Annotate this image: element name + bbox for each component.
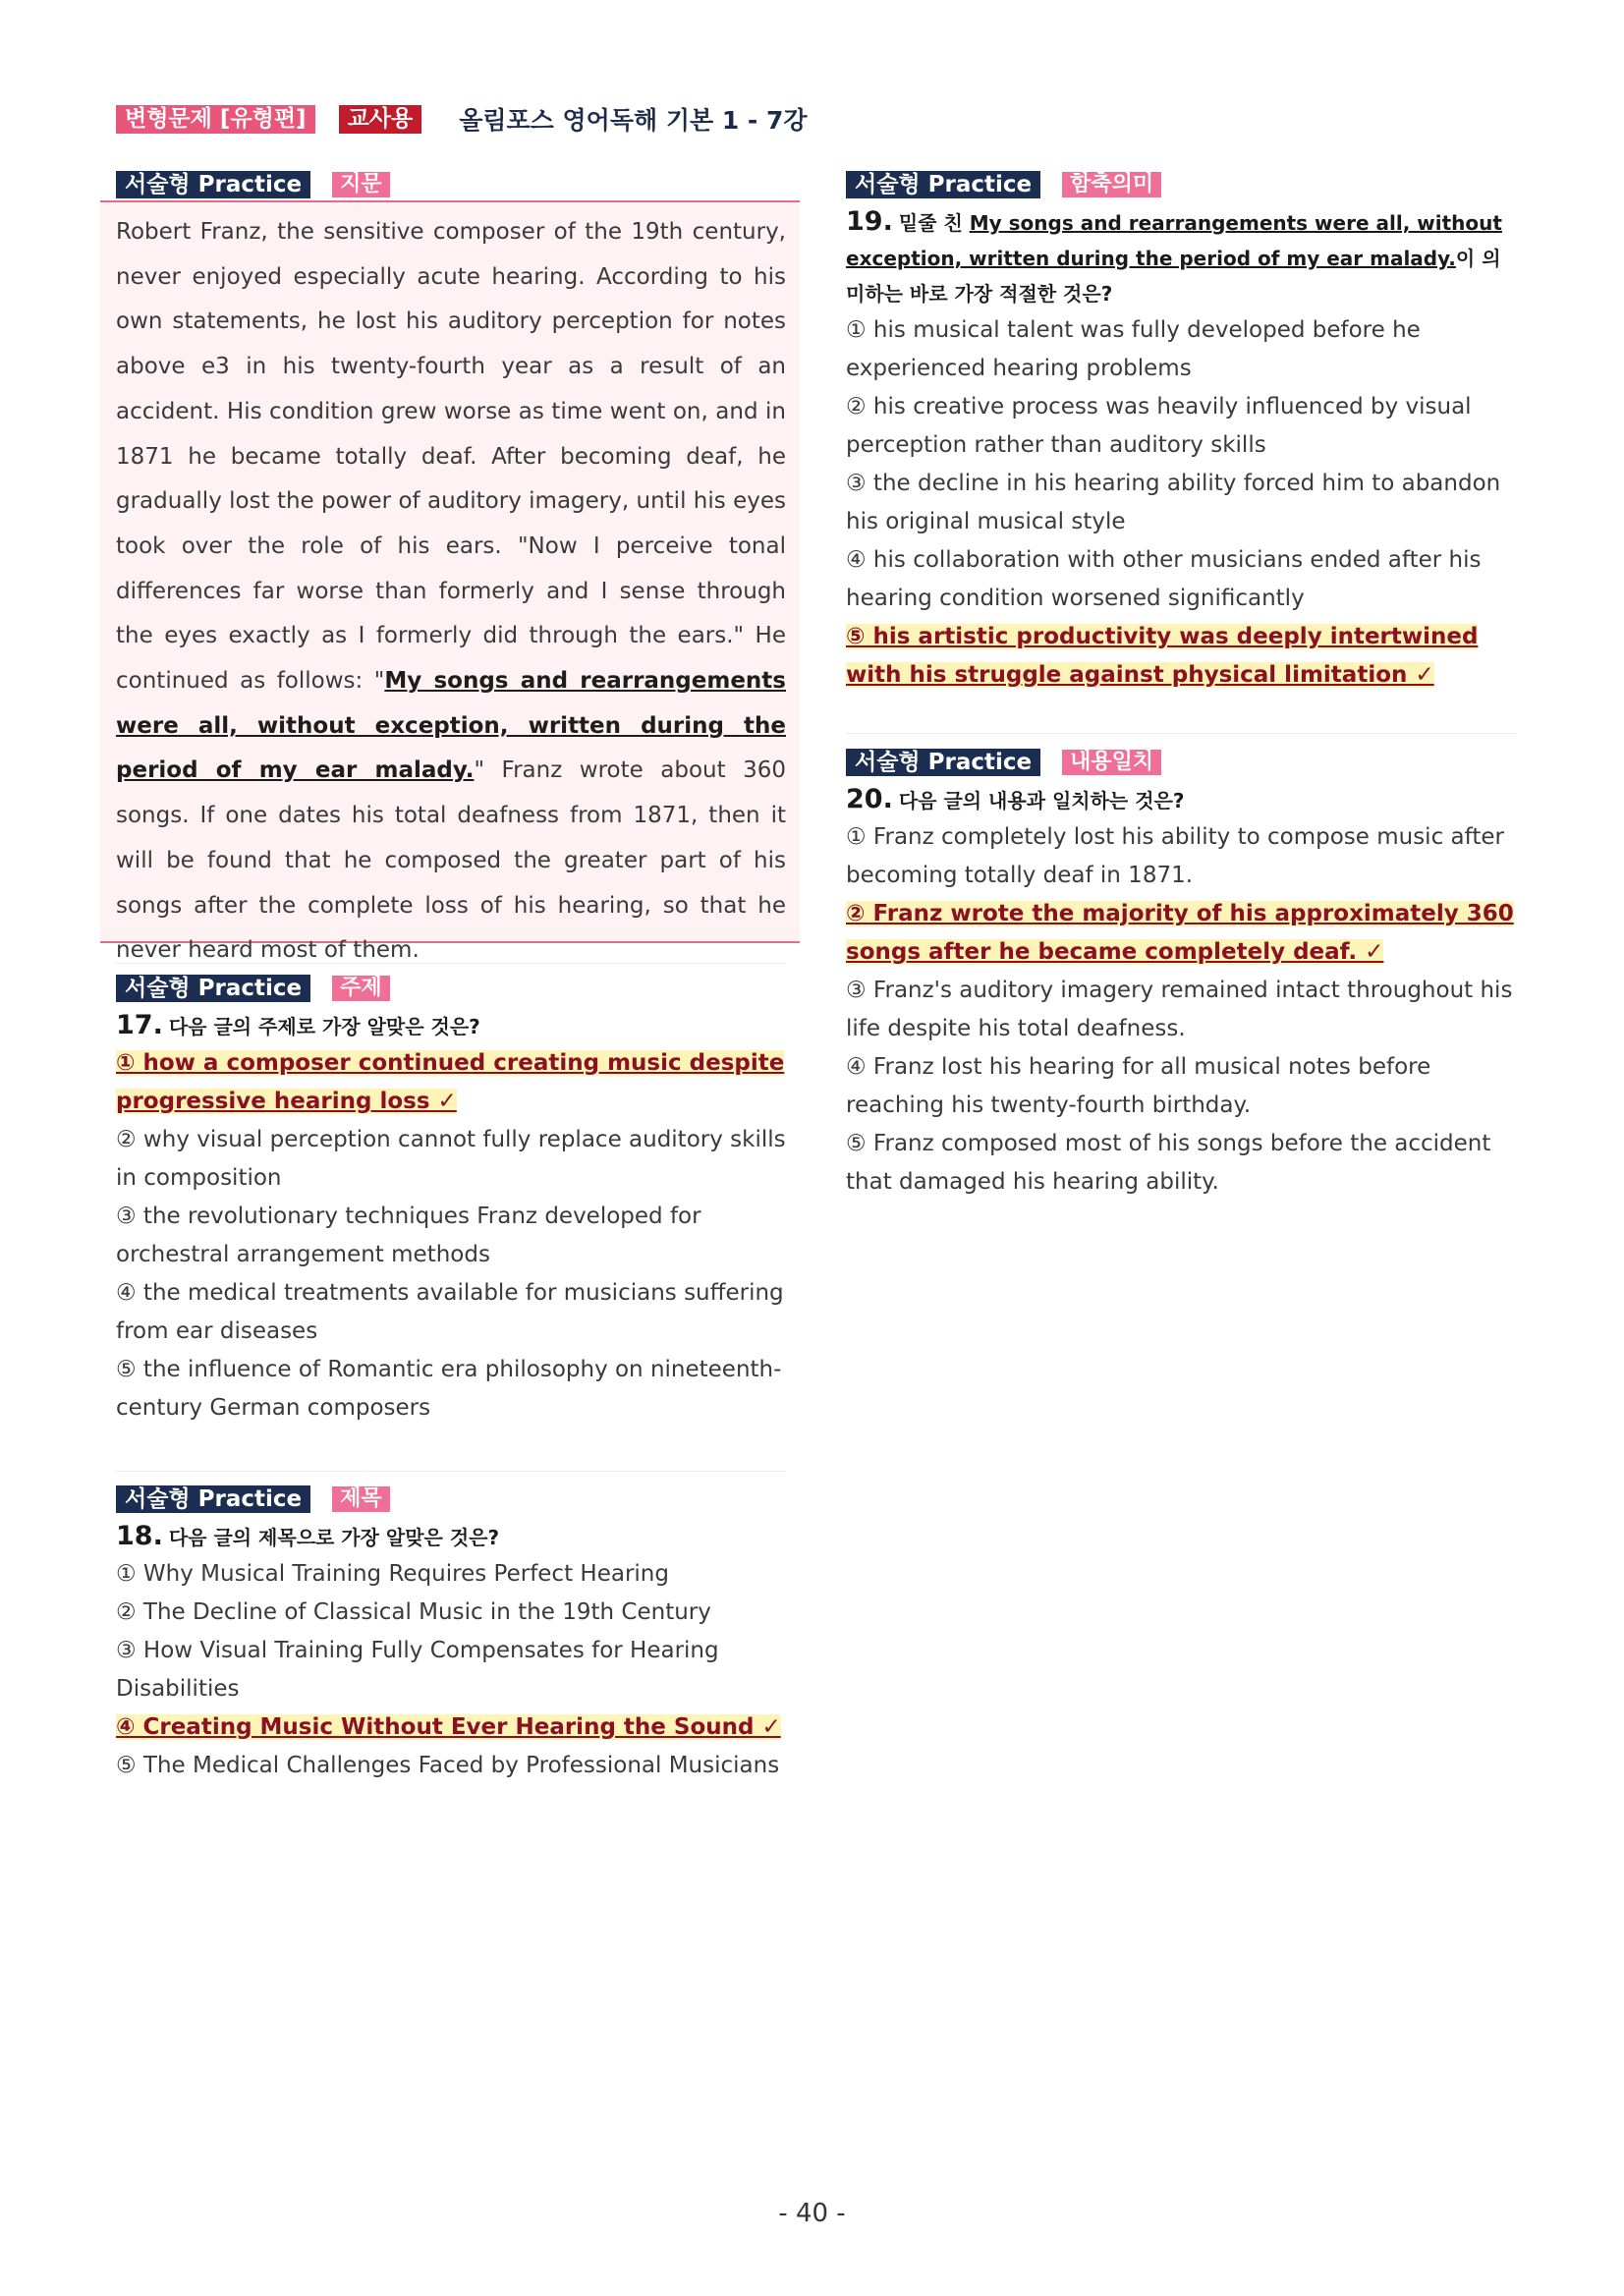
question-number: 19. (846, 206, 893, 237)
option-1[interactable]: ① his musical talent was fully developed before he experienced hearing problems (846, 317, 1421, 381)
question-20 (846, 749, 1516, 1202)
option-2[interactable]: ② his creative process was heavily influenced by visual perception rather than auditory skills (846, 394, 1472, 458)
question-number: 17. (116, 1010, 163, 1040)
section-label: 서술형 Practice (116, 171, 310, 198)
option-4[interactable]: ④ Franz lost his hearing for all musical notes before reaching his twenty-fourth birthday. (846, 1054, 1431, 1118)
page-title: 올림포스 영어독해 기본 1 - 7강 (459, 106, 808, 135)
options-list (116, 1555, 786, 1785)
option-5[interactable]: ⑤ Franz composed most of his songs before the accident that damaged his hearing ability. (846, 1131, 1491, 1195)
option-5[interactable] (846, 618, 1516, 695)
divider (116, 1471, 786, 1472)
passage-text (116, 210, 786, 974)
option-text: ② Franz wrote the majority of his approximately 360 songs after he became completely deaf. ✓ (846, 901, 1514, 965)
question-title (846, 204, 1516, 311)
question-prefix: 밑줄 친 (898, 211, 970, 235)
option-4[interactable]: ④ the medical treatments available for musicians suffering from ear diseases (116, 1280, 784, 1344)
option-5[interactable]: ⑤ the influence of Romantic era philosophy on nineteenth-century German composers (116, 1357, 782, 1421)
question-text: 다음 글의 제목으로 가장 알맞은 것은? (168, 1526, 500, 1549)
option-text: ① how a composer continued creating music despite progressive hearing loss ✓ (116, 1050, 785, 1114)
section-tag: 제목 (332, 1486, 390, 1512)
question-text: 다음 글의 주제로 가장 알맞은 것은? (168, 1015, 480, 1038)
option-3[interactable]: ③ the decline in his hearing ability forced him to abandon his original musical style (846, 471, 1501, 534)
section-label: 서술형 Practice (846, 749, 1040, 776)
page-number: - 40 - (778, 2199, 846, 2228)
section-tag: 함축의미 (1062, 172, 1161, 197)
question-19 (846, 171, 1516, 695)
option-1[interactable] (116, 1044, 786, 1121)
divider (116, 963, 786, 964)
page-header (116, 102, 808, 136)
section-tag: 주제 (332, 976, 390, 1001)
passage-label-row (116, 171, 786, 198)
option-2[interactable]: ② The Decline of Classical Music in the 19th Century (116, 1599, 711, 1625)
option-3[interactable]: ③ the revolutionary techniques Franz developed for orchestral arrangement methods (116, 1204, 701, 1267)
option-text: ⑤ his artistic productivity was deeply intertwined with his struggle against physical limitation ✓ (846, 624, 1479, 688)
question-title (116, 1519, 786, 1555)
option-text: ④ Creating Music Without Ever Hearing the Sound ✓ (116, 1714, 781, 1740)
option-3[interactable]: ③ How Visual Training Fully Compensates for Hearing Disabilities (116, 1638, 719, 1702)
question-title (846, 782, 1516, 818)
divider (846, 733, 1516, 734)
teacher-badge: 교사용 (339, 105, 422, 134)
passage-text-before: Robert Franz, the sensitive composer of the 19th century, never enjoyed especially acute hearing. According to his own statements, he lost his auditory perception for notes above e3 in his twenty-fourth year as a result of an accident. His condition grew worse as time went on, and in 1871 he became totally deaf. After becoming deaf, he gradually lost the power of auditory imagery, until his eyes took over the role of his ears. "Now I perceive tonal differences far worse than formerly and I sense through the eyes exactly as I formerly did through the ears." He continued as follows: " (116, 219, 786, 695)
passage-box (100, 200, 800, 964)
section-tag: 지문 (332, 172, 390, 197)
option-1[interactable]: ① Why Musical Training Requires Perfect Hearing (116, 1561, 669, 1587)
question-18 (116, 1485, 786, 1785)
option-4[interactable] (116, 1708, 786, 1747)
section-tag: 내용일치 (1062, 750, 1161, 775)
section-label: 서술형 Practice (846, 171, 1040, 198)
question-number: 18. (116, 1521, 163, 1551)
question-number: 20. (846, 784, 893, 814)
options-list (116, 1044, 786, 1428)
option-2[interactable]: ② why visual perception cannot fully replace auditory skills in composition (116, 1127, 786, 1191)
question-underlined: My songs and rearrangements were all, without exception, written during the period of my ear malady. (846, 211, 1502, 270)
question-text: 다음 글의 내용과 일치하는 것은? (898, 789, 1185, 812)
passage-text-after: " Franz wrote about 360 songs. If one dates his total deafness from 1871, then it will be found that he composed the greater part of his songs after the complete loss of his hearing, so that he never heard most of them. (116, 757, 786, 964)
passage-underlined-sentence: My songs and rearrangements were all, without exception, written during the period of my ear malady. (116, 668, 786, 784)
section-label: 서술형 Practice (116, 1485, 310, 1513)
option-3[interactable]: ③ Franz's auditory imagery remained intact throughout his life despite his total deafness. (846, 978, 1513, 1041)
question-title (116, 1008, 786, 1044)
question-suffix: 이 의미하는 바로 가장 적절한 것은? (846, 247, 1501, 306)
options-list (846, 818, 1516, 1202)
option-1[interactable]: ① Franz completely lost his ability to compose music after becoming totally deaf in 1871. (846, 824, 1504, 888)
question-17 (116, 975, 786, 1428)
option-5[interactable]: ⑤ The Medical Challenges Faced by Professional Musicians (116, 1753, 780, 1778)
section-label: 서술형 Practice (116, 975, 310, 1002)
option-2[interactable] (846, 895, 1516, 972)
type-badge: 변형문제 [유형편] (116, 105, 315, 134)
option-4[interactable]: ④ his collaboration with other musicians ended after his hearing condition worsened significantly (846, 547, 1482, 611)
options-list (846, 311, 1516, 695)
